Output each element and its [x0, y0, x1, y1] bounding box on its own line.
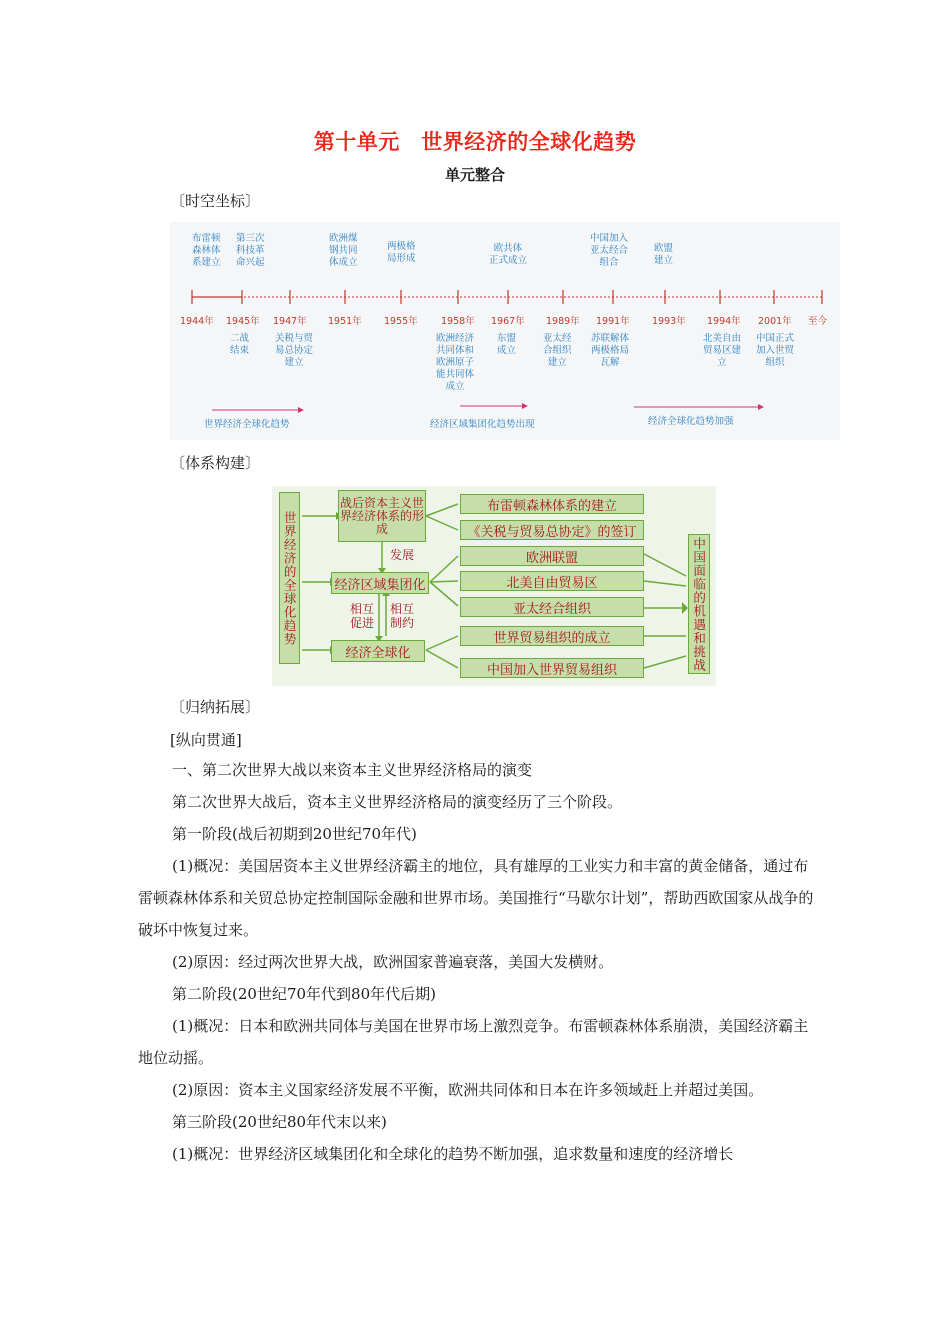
timeline-event: 第三次 科技革 命兴起	[236, 233, 265, 268]
paragraph: 第二次世界大战后，资本主义世界经济格局的演变经历了三个阶段。	[172, 793, 623, 811]
timeline-year: 1955年	[384, 316, 418, 327]
diagram-item-box: 《关税与贸易总协定》的签订	[460, 520, 644, 540]
diagram-core-box: 战后资本主义世界经济体系的形成	[338, 490, 426, 542]
timeline-year: 1967年	[491, 316, 525, 327]
timeline-year: 1991年	[596, 316, 630, 327]
timeline-year: 1993年	[652, 316, 686, 327]
timeline-event: 关税与贸 易总协定 建立	[275, 333, 314, 368]
stage-heading: 第二阶段(20世纪70年代到80年代后期)	[172, 985, 436, 1003]
timeline-event: 中国正式 加入世贸 组织	[756, 333, 795, 368]
diagram-item-box: 北美自由贸易区	[460, 571, 644, 591]
timeline-event: 二战 结束	[230, 333, 250, 356]
timeline-event: 欧洲经济 共同体和 欧洲原子 能共同体 成立	[436, 333, 475, 392]
timeline-event: 欧盟 建立	[654, 243, 674, 266]
section-vertical: [纵向贯通]	[170, 731, 242, 749]
timeline-year: 1994年	[707, 316, 741, 327]
diagram-right-box: 中国面临的机遇和挑战	[688, 534, 710, 674]
timeline-year: 2001年	[758, 316, 792, 327]
section-summary: 〔归纳拓展〕	[170, 698, 261, 716]
diagram-global-box: 经济全球化	[331, 640, 425, 662]
diagram-mutual-restrict-label: 相互 制约	[390, 602, 415, 630]
paragraph: (1)概况：日本和欧洲共同体与美国在世界市场上激烈竞争。布雷顿森林体系崩溃，美国经济霸主地位动摇。	[138, 1017, 809, 1067]
body-text	[138, 754, 818, 1170]
timeline-year: 至今	[808, 316, 828, 327]
timeline-trend: 经济全球化趋势加强	[648, 416, 734, 427]
timeline-year: 1958年	[441, 316, 475, 327]
timeline-event: 东盟 成立	[497, 333, 517, 356]
timeline-event: 苏联解体 两极格局 瓦解	[591, 333, 630, 368]
diagram-item-box: 布雷顿森林体系的建立	[460, 494, 644, 514]
timeline-year: 1944年	[180, 316, 214, 327]
diagram-regional-box: 经济区域集团化	[331, 572, 429, 594]
diagram-item-box: 世界贸易组织的成立	[460, 626, 644, 646]
timeline-event: 北美自由 贸易区建 立	[703, 333, 742, 368]
diagram-develop-label: 发展	[390, 548, 415, 562]
timeline-event: 布雷顿 森林体 系建立	[192, 233, 221, 268]
timeline-event: 亚太经 合组织 建立	[543, 333, 572, 368]
diagram-item-box: 欧洲联盟	[460, 546, 644, 566]
timeline-trend: 经济区域集团化趋势出现	[430, 419, 535, 430]
timeline-event: 两极格 局形成	[387, 241, 416, 264]
paragraph: (2)原因：资本主义国家经济发展不平衡，欧洲共同体和日本在许多领域赶上并超过美国。	[172, 1081, 764, 1099]
diagram-left-box: 世界经济的全球化趋势	[279, 492, 300, 664]
timeline-year: 1951年	[328, 316, 362, 327]
timeline-event: 欧共体 正式成立	[489, 243, 528, 266]
diagram-item-box: 亚太经合组织	[460, 597, 644, 617]
page-subtitle: 单元整合	[444, 166, 505, 184]
diagram-item-box: 中国加入世界贸易组织	[460, 658, 644, 678]
paragraph: (1)概况：美国居资本主义世界经济霸主的地位，具有雄厚的工业实力和丰富的黄金储备，通过布雷顿森林体系和关贸总协定控制国际金融和世界市场。美国推行“马歇尔计划”，帮助西欧国家从战争的破坏中恢复过来。	[138, 857, 814, 939]
timeline-event: 欧洲煤 钢共同 体成立	[329, 233, 358, 268]
page-title: 第十单元 世界经济的全球化趋势	[313, 130, 637, 154]
timeline-trend: 世界经济全球化趋势	[204, 419, 290, 430]
timeline-event: 中国加入 亚太经合 组合	[590, 233, 629, 268]
timeline-year: 1947年	[273, 316, 307, 327]
heading-1: 一、第二次世界大战以来资本主义世界经济格局的演变	[172, 761, 533, 779]
stage-heading: 第三阶段(20世纪80年代末以来)	[172, 1113, 387, 1131]
timeline-year: 1945年	[226, 316, 260, 327]
paragraph: (2)原因：经过两次世界大战，欧洲国家普遍衰落，美国大发横财。	[172, 953, 614, 971]
section-timeline: 〔时空坐标〕	[170, 192, 261, 210]
section-system: 〔体系构建〕	[170, 454, 261, 472]
diagram-mutual-promote-label: 相互 促进	[350, 602, 375, 630]
paragraph: (1)概况：世界经济区域集团化和全球化的趋势不断加强，追求数量和速度的经济增长	[172, 1145, 734, 1163]
stage-heading: 第一阶段(战后初期到20世纪70年代)	[172, 825, 417, 843]
timeline-year: 1989年	[546, 316, 580, 327]
